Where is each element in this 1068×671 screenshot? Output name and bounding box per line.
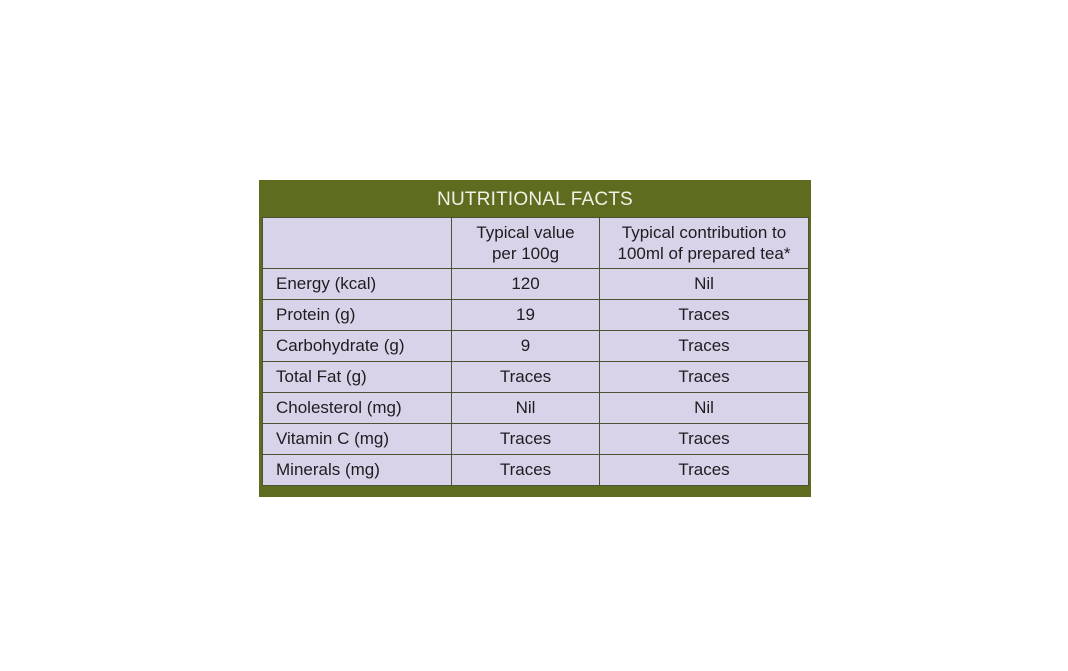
value-per-100ml: Nil bbox=[600, 269, 809, 300]
value-per-100g: 120 bbox=[452, 269, 600, 300]
value-per-100g: Traces bbox=[452, 455, 600, 486]
header-per-100ml-line2: 100ml of prepared tea* bbox=[617, 244, 791, 263]
nutrition-facts-panel bbox=[259, 180, 811, 497]
nutrition-facts-title: NUTRITIONAL FACTS bbox=[437, 189, 633, 210]
value-per-100g: Nil bbox=[452, 393, 600, 424]
header-per-100ml bbox=[600, 218, 809, 269]
nutrient-name: Cholesterol (mg) bbox=[263, 393, 452, 424]
value-per-100g: Traces bbox=[452, 362, 600, 393]
value-per-100ml: Traces bbox=[600, 362, 809, 393]
table-header-row bbox=[263, 218, 809, 269]
nutrient-name: Protein (g) bbox=[263, 300, 452, 331]
value-per-100ml: Traces bbox=[600, 300, 809, 331]
nutrient-name: Carbohydrate (g) bbox=[263, 331, 452, 362]
value-per-100g: 9 bbox=[452, 331, 600, 362]
header-per-100ml-line1: Typical contribution to bbox=[621, 223, 787, 242]
value-per-100ml: Traces bbox=[600, 424, 809, 455]
value-per-100ml: Nil bbox=[600, 393, 809, 424]
table-row bbox=[263, 331, 809, 362]
table-row bbox=[263, 393, 809, 424]
value-per-100ml: Traces bbox=[600, 331, 809, 362]
nutrient-name: Minerals (mg) bbox=[263, 455, 452, 486]
table-row bbox=[263, 362, 809, 393]
header-per-100g-line1: Typical value bbox=[476, 223, 575, 242]
value-per-100ml: Traces bbox=[600, 455, 809, 486]
table-row bbox=[263, 455, 809, 486]
header-per-100g-line2: per 100g bbox=[491, 244, 560, 263]
table-row bbox=[263, 424, 809, 455]
value-per-100g: 19 bbox=[452, 300, 600, 331]
header-per-100g bbox=[452, 218, 600, 269]
nutrition-table bbox=[262, 217, 809, 486]
value-per-100g: Traces bbox=[452, 424, 600, 455]
nutrient-name: Energy (kcal) bbox=[263, 269, 452, 300]
header-nutrient bbox=[263, 218, 452, 269]
nutrient-name: Vitamin C (mg) bbox=[263, 424, 452, 455]
nutrient-name: Total Fat (g) bbox=[263, 362, 452, 393]
table-row bbox=[263, 300, 809, 331]
table-row bbox=[263, 269, 809, 300]
